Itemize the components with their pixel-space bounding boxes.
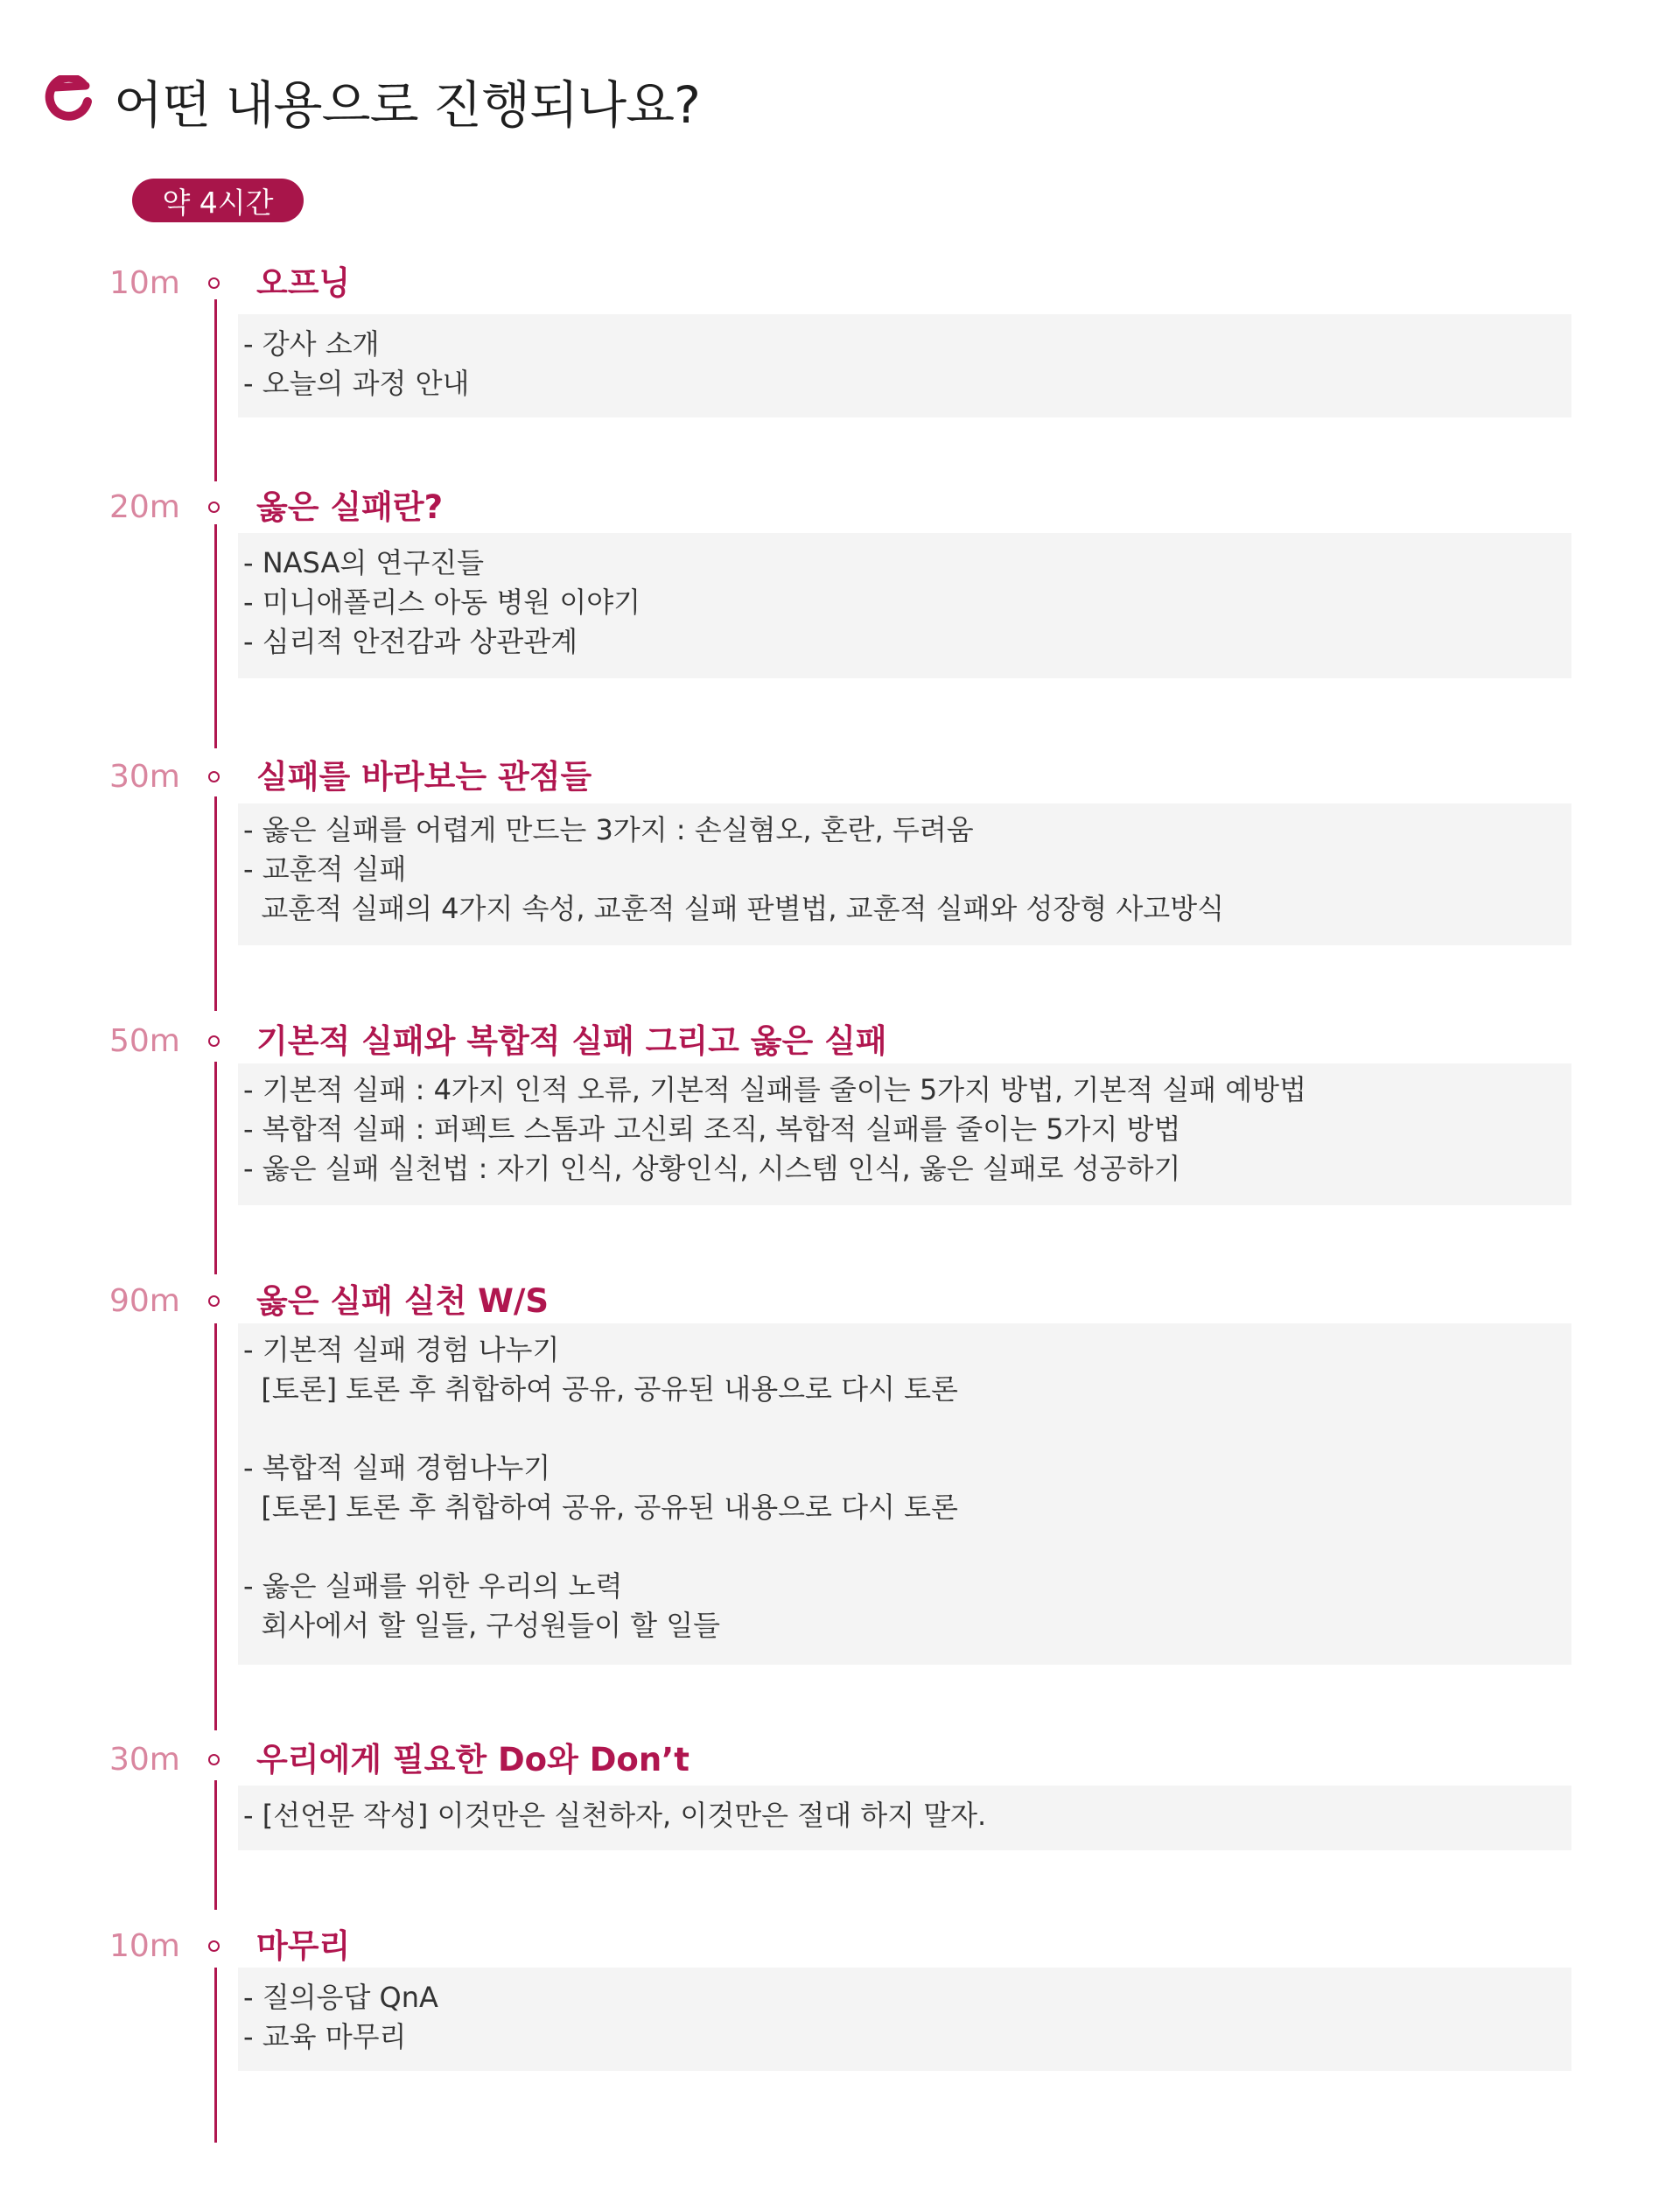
brand-logo-icon (44, 75, 94, 126)
detail-line: - 복합적 실패 : 퍼펙트 스톰과 고신뢰 조직, 복합적 실패를 줄이는 5가지 방법 (243, 1112, 1181, 1146)
detail-line: - 교훈적 실패 (243, 852, 407, 886)
detail-line: [토론] 토론 후 취합하여 공유, 공유된 내용으로 다시 토론 (243, 1491, 958, 1524)
session-title: 마무리 (256, 1927, 351, 1965)
detail-line: - NASA의 연구진들 (243, 546, 485, 579)
detail-line: - 강사 소개 (243, 327, 380, 361)
session-details (238, 1063, 1572, 1205)
session-title: 옳은 실패란? (256, 488, 444, 526)
timeline-dot-icon (208, 277, 220, 289)
session-details (238, 803, 1572, 945)
detail-line: - 복합적 실패 경험나누기 (243, 1451, 551, 1484)
timeline-dot-icon (208, 771, 220, 782)
detail-line: - 기본적 실패 경험 나누기 (243, 1333, 560, 1366)
timeline-dot-icon (208, 1035, 220, 1047)
detail-line: - 옳은 실패를 어렵게 만드는 3가지 : 손실혐오, 혼란, 두려움 (243, 813, 974, 846)
session-details (238, 533, 1572, 678)
detail-line: - 심리적 안전감과 상관관계 (243, 625, 578, 658)
session-title: 옳은 실패 실천 W/S (256, 1282, 550, 1320)
detail-line: [토론] 토론 후 취합하여 공유, 공유된 내용으로 다시 토론 (243, 1372, 958, 1406)
detail-line (243, 1409, 1563, 1449)
timeline-segment (214, 1323, 217, 1730)
timeline-segment (214, 1780, 217, 1910)
detail-line: - [선언문 작성] 이것만은 실천하자, 이것만은 절대 하지 말자. (243, 1799, 987, 1832)
detail-line: - 미니애폴리스 아동 병원 이야기 (243, 586, 641, 619)
session-title: 우리에게 필요한 Do와 Don’t (256, 1741, 690, 1779)
session-duration: 30m (109, 1742, 180, 1778)
session-details (238, 1786, 1572, 1850)
timeline-dot-icon (208, 502, 220, 513)
duration-badge: 약 4시간 (132, 179, 304, 222)
session-duration: 50m (109, 1023, 180, 1059)
detail-line (243, 1527, 1563, 1567)
session-details (238, 314, 1572, 417)
timeline-segment (214, 796, 217, 1011)
detail-line: - 기본적 실패 : 4가지 인적 오류, 기본적 실패를 줄이는 5가지 방법, 기본적 실패 예방법 (243, 1073, 1306, 1106)
page-title: 어떤 내용으로 진행되나요? (114, 75, 700, 135)
detail-line: 교훈적 실패의 4가지 속성, 교훈적 실패 판별법, 교훈적 실패와 성장형 사고방식 (243, 892, 1225, 925)
timeline-dot-icon (208, 1940, 220, 1952)
detail-line: - 옳은 실패를 위한 우리의 노력 (243, 1569, 623, 1603)
page-header (44, 61, 700, 140)
session-duration: 10m (109, 265, 180, 301)
session-duration: 90m (109, 1283, 180, 1319)
detail-line: - 옳은 실패 실천법 : 자기 인식, 상황인식, 시스템 인식, 옳은 실패로 성공하기 (243, 1152, 1181, 1185)
session-title: 실패를 바라보는 관점들 (256, 758, 592, 796)
session-title: 기본적 실패와 복합적 실패 그리고 옳은 실패 (256, 1022, 887, 1060)
session-title: 오프닝 (256, 264, 351, 302)
timeline-segment (214, 1062, 217, 1274)
session-details (238, 1968, 1572, 2071)
session-details (238, 1323, 1572, 1665)
detail-line: - 오늘의 과정 안내 (243, 367, 470, 400)
session-duration: 30m (109, 759, 180, 795)
timeline-dot-icon (208, 1754, 220, 1765)
timeline-segment (214, 1968, 217, 2143)
timeline-dot-icon (208, 1295, 220, 1307)
timeline-segment (214, 299, 217, 481)
detail-line: - 질의응답 QnA (243, 1981, 438, 2014)
detail-line: - 교육 마무리 (243, 2020, 407, 2053)
timeline-segment (214, 524, 217, 748)
session-duration: 20m (109, 489, 180, 525)
detail-line: 회사에서 할 일들, 구성원들이 할 일들 (243, 1609, 721, 1642)
session-duration: 10m (109, 1928, 180, 1964)
